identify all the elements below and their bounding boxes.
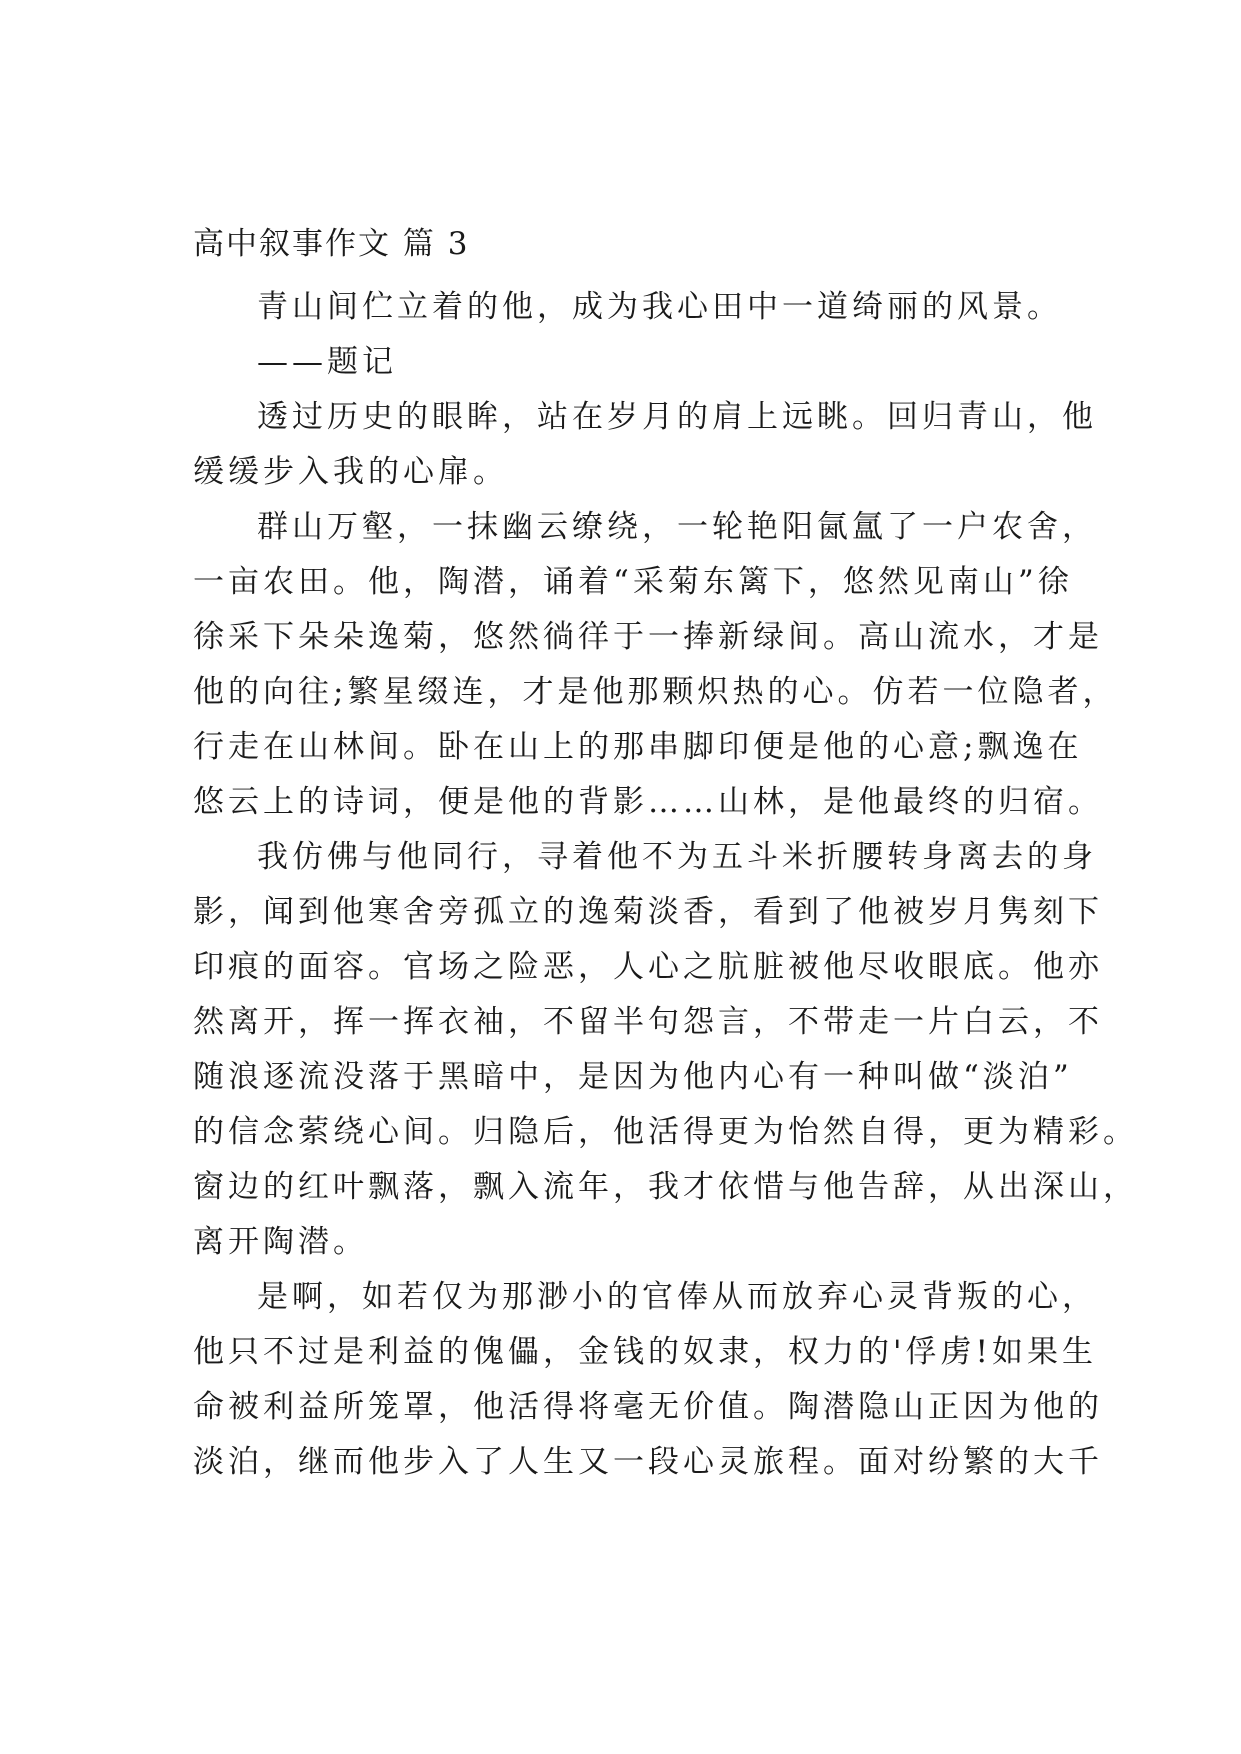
paragraph	[193, 830, 1138, 1270]
paragraph-line: 行走在山林间。卧在山上的那串脚印便是他的心意;飘逸在	[193, 729, 1083, 765]
document-page	[193, 0, 1138, 1754]
paragraph-line: 是啊，如若仅为那渺小的官俸从而放弃心灵背叛的心，	[257, 1279, 1097, 1315]
paragraph-line: 随浪逐流没落于黑暗中，是因为他内心有一种叫做“淡泊”	[193, 1059, 1073, 1095]
paragraph-line: 一亩农田。他，陶潜，诵着“采菊东篱下，悠然见南山”徐	[193, 564, 1073, 600]
paragraph-line: 悠云上的诗词，便是他的背影……山林，是他最终的归宿。	[193, 784, 1103, 820]
paragraph-line: 然离开，挥一挥衣袖，不留半句怨言，不带走一片白云，不	[193, 1004, 1103, 1040]
document-body	[193, 280, 1138, 1490]
paragraph-line: 徐采下朵朵逸菊，悠然徜徉于一捧新绿间。高山流水，才是	[193, 619, 1103, 655]
paragraph-line: 淡泊，继而他步入了人生又一段心灵旅程。面对纷繁的大千	[193, 1444, 1103, 1480]
paragraph-line: 他的向往;繁星缀连，才是他那颗炽热的心。仿若一位隐者，	[193, 674, 1118, 710]
paragraph-line: 窗边的红叶飘落，飘入流年，我才依惜与他告辞，从出深山，	[193, 1169, 1138, 1205]
paragraph	[193, 500, 1118, 830]
paragraph	[193, 390, 1097, 500]
paragraph-line: 我仿佛与他同行，寻着他不为五斗米折腰转身离去的身	[257, 839, 1097, 875]
paragraph-line: 印痕的面容。官场之险恶，人心之肮脏被他尽收眼底。他亦	[193, 949, 1103, 985]
paragraph-line: 缓缓步入我的心扉。	[193, 454, 508, 490]
paragraph-line: 的信念萦绕心间。归隐后，他活得更为怡然自得，更为精彩。	[193, 1114, 1138, 1150]
document-title: 高中叙事作文 篇 3	[193, 226, 470, 262]
paragraph	[193, 280, 1062, 335]
paragraph-line: 群山万壑，一抹幽云缭绕，一轮艳阳氤氲了一户农舍，	[257, 509, 1097, 545]
paragraph-line: 透过历史的眼眸，站在岁月的肩上远眺。回归青山，他	[257, 399, 1097, 435]
paragraph	[193, 1270, 1103, 1490]
paragraph-line: 青山间伫立着的他，成为我心田中一道绮丽的风景。	[257, 289, 1062, 325]
paragraph	[193, 335, 1053, 390]
paragraph-line: 命被利益所笼罩，他活得将毫无价值。陶潜隐山正因为他的	[193, 1389, 1103, 1425]
paragraph-line: ——题记	[257, 344, 397, 380]
paragraph-line: 离开陶潜。	[193, 1224, 368, 1260]
paragraph-line: 他只不过是利益的傀儡，金钱的奴隶，权力的'俘虏!如果生	[193, 1334, 1097, 1370]
paragraph-line: 影，闻到他寒舍旁孤立的逸菊淡香，看到了他被岁月隽刻下	[193, 894, 1103, 930]
